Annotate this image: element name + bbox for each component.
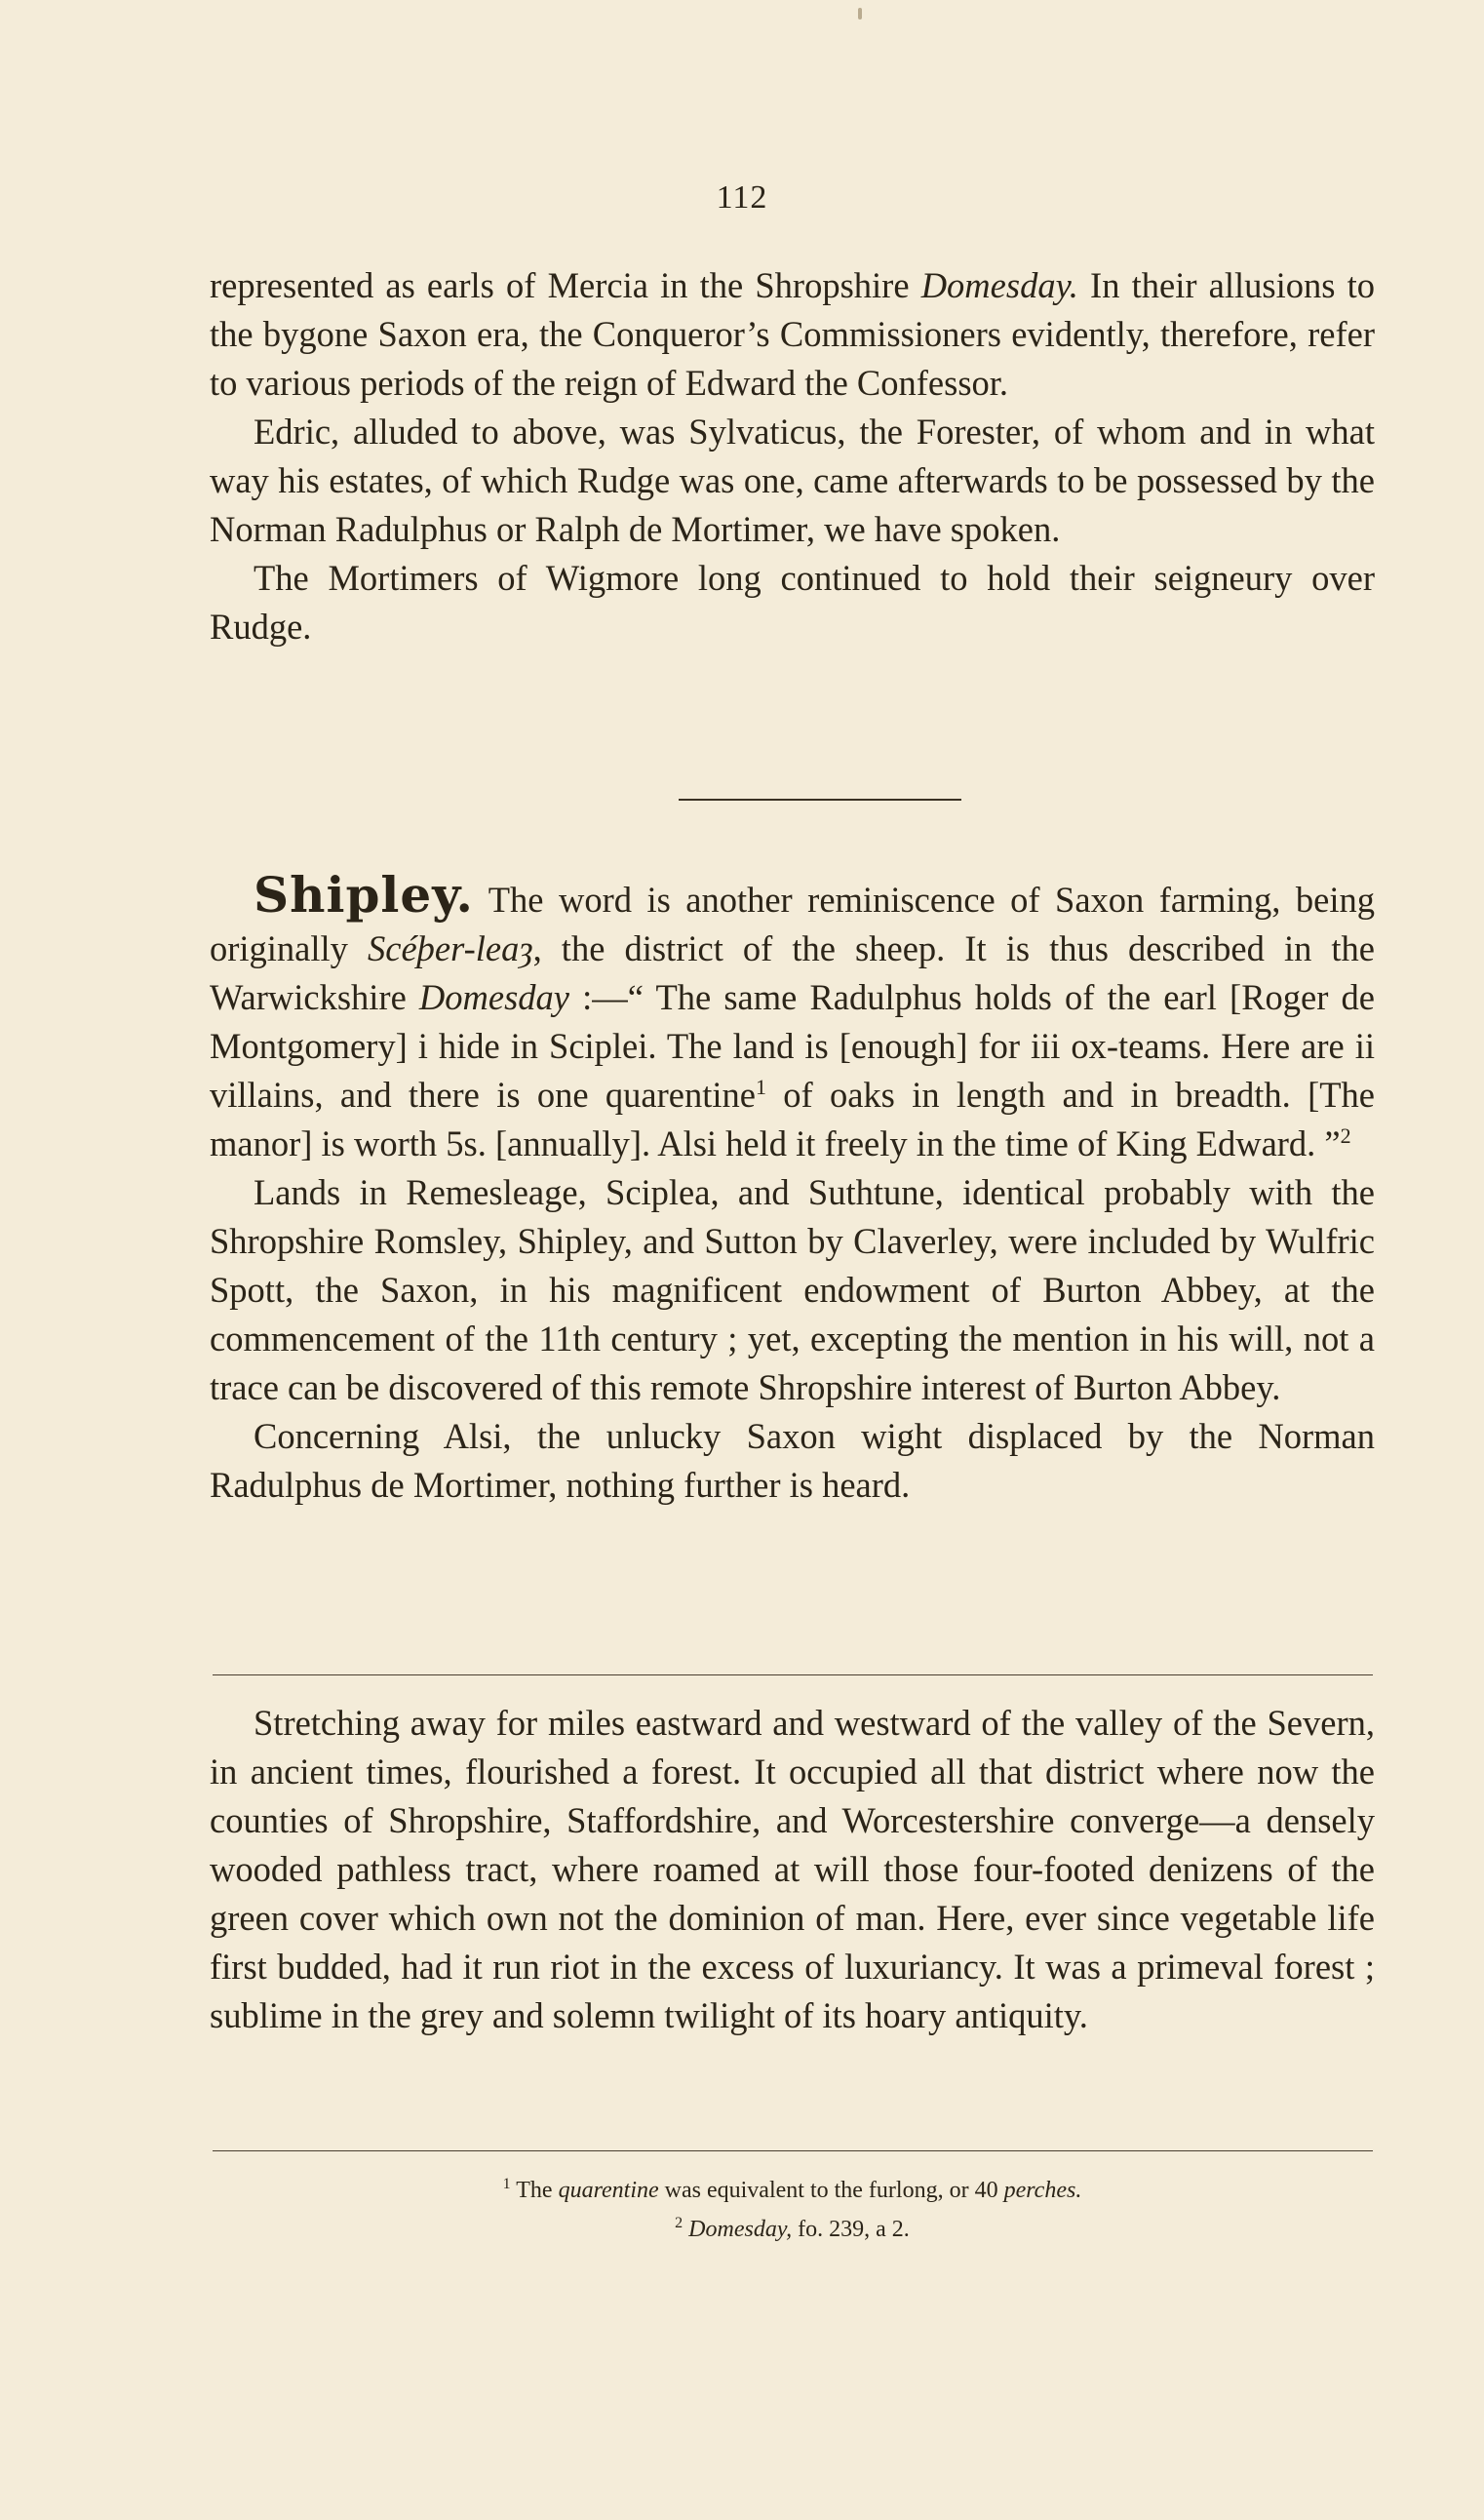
text-run: was equivalent to the furlong, or 40 bbox=[658, 2178, 1004, 2203]
italic-run: Domesday bbox=[418, 977, 569, 1017]
section-forest bbox=[210, 1699, 1375, 2040]
paragraph bbox=[210, 866, 1376, 1168]
paragraph: The Mortimers of Wigmore long continued to hold their seigneury over Rudge. bbox=[210, 558, 1375, 647]
text-run: , the district of the sheep. It is thus described in the Warwickshire bbox=[210, 928, 1376, 1017]
footnote-2 bbox=[210, 2207, 1375, 2246]
section-heading: Shipley. bbox=[254, 866, 474, 924]
section-divider bbox=[213, 1674, 1373, 1675]
text-run: of oaks in length and in breadth. [The manor] is worth 5s. [annually]. Alsi held it freely in the time of King Edward. ” bbox=[210, 1075, 1376, 1163]
section-shipley bbox=[210, 866, 1376, 1510]
italic-run: Domesday. bbox=[920, 265, 1078, 305]
paper-blemish bbox=[858, 8, 862, 20]
text-run: The word is another reminiscence of Saxon farming, being originally bbox=[210, 880, 1375, 968]
italic-run: Scéþer-leaȝ bbox=[368, 928, 533, 968]
section-divider bbox=[679, 799, 961, 801]
footnote-mark: 1 bbox=[502, 2176, 511, 2192]
text-run: The bbox=[510, 2178, 559, 2203]
paragraph: Edric, alluded to above, was Sylvaticus, the Forester, of whom and in what way his estates, of which Rudge was one, came afterwards to be possessed by the Norman Radulphus or Ralph de Mortimer, we have spoken. bbox=[210, 412, 1375, 549]
italic-run: perches. bbox=[1003, 2178, 1082, 2203]
footnote-ref: 2 bbox=[1340, 1122, 1351, 1148]
paragraph: Stretching away for miles eastward and westward of the valley of the Severn, in ancient times, flourished a forest. It occupied all that district where now the counties of Shropshire, Staffordshire, and Worcestershire converge—a densely wooded pathless tract, where roamed at will those four-footed denizens of the green cover which own not the dominion of man. Here, ever since vegetable life first budded, had it run riot in the excess of luxuriancy. It was a primeval forest ; sublime in the grey and solemn twilight of its hoary antiquity. bbox=[210, 1703, 1375, 2035]
section-rudge-conclusion bbox=[210, 261, 1375, 651]
text-run: fo. 239, a 2. bbox=[792, 2217, 910, 2242]
footnotes bbox=[210, 2168, 1375, 2246]
footnote-ref: 1 bbox=[755, 1074, 766, 1099]
paragraph: Lands in Remesleage, Sciplea, and Suthtune, identical probably with the Shropshire Romsley, Shipley, and Sutton by Claverley, were included by Wulfric Spott, the Saxon, in his magnificent endowment of Burton Abbey, at the commencement of the 11th century ; yet, excepting the mention in his will, not a trace can be discovered of this remote Shropshire interest of Burton Abbey. bbox=[210, 1172, 1375, 1407]
italic-run: quarentine bbox=[558, 2178, 659, 2203]
footnote-1 bbox=[210, 2168, 1375, 2207]
paragraph bbox=[210, 261, 1375, 408]
page-number: 112 bbox=[716, 179, 768, 216]
italic-run: Domesday, bbox=[688, 2217, 793, 2242]
footnote-divider bbox=[213, 2150, 1373, 2151]
paragraph: Concerning Alsi, the unlucky Saxon wight displaced by the Norman Radulphus de Mortimer, nothing further is heard. bbox=[210, 1416, 1375, 1505]
text-run: In their allusions to the bygone Saxon era, the Conqueror’s Commissioners evidently, therefore, refer to various periods of the reign of Edward the Confessor. bbox=[210, 265, 1376, 403]
footnote-mark: 2 bbox=[675, 2215, 683, 2231]
text-run: represented as earls of Mercia in the Shropshire bbox=[210, 265, 921, 305]
text-run: :—“ The same Radulphus holds of the earl [Roger de Montgomery] i hide in Sciplei. The land is [enough] for iii ox-teams. Here are ii villains, and there is one quarentine bbox=[210, 977, 1375, 1115]
